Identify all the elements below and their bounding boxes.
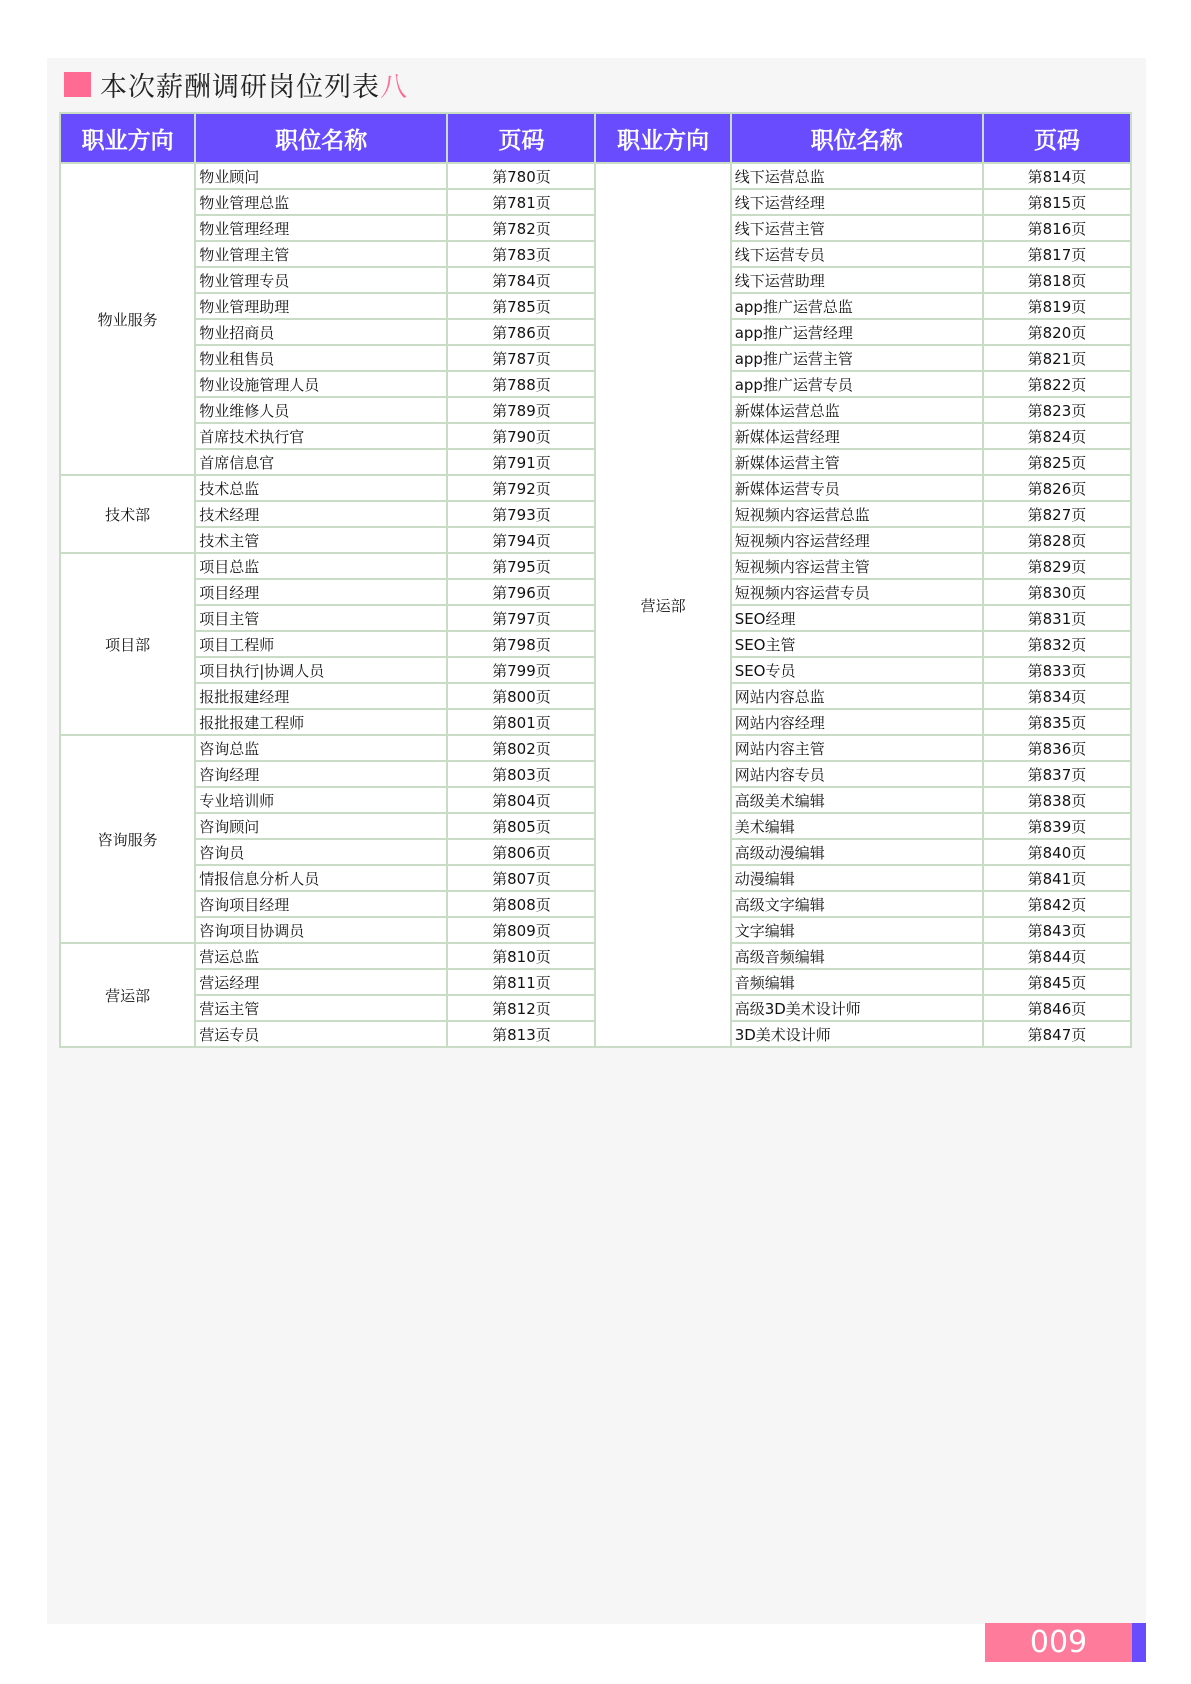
position-name-cell: 网站内容经理	[731, 709, 983, 735]
title-marker	[64, 72, 91, 97]
page-number-cell: 第790页	[447, 423, 595, 449]
page-number-cell: 第803页	[447, 761, 595, 787]
page-number-cell: 第816页	[983, 215, 1131, 241]
page-number-cell: 第820页	[983, 319, 1131, 345]
position-name-cell: 网站内容总监	[731, 683, 983, 709]
position-name-cell: 物业设施管理人员	[195, 371, 447, 397]
page-number-cell: 第785页	[447, 293, 595, 319]
page-number-cell: 第780页	[447, 163, 595, 189]
page-number-cell: 第792页	[447, 475, 595, 501]
page-number-cell: 第788页	[447, 371, 595, 397]
category-cell: 技术部	[60, 475, 195, 553]
header-left-category: 职业方向	[60, 113, 195, 163]
position-name-cell: 项目主管	[195, 605, 447, 631]
position-name-cell: 项目工程师	[195, 631, 447, 657]
category-cell: 营运部	[60, 943, 195, 1047]
position-name-cell: 新媒体运营总监	[731, 397, 983, 423]
title-main: 本次薪酬调研岗位列表	[100, 71, 380, 103]
page-number-cell: 第801页	[447, 709, 595, 735]
page-number-cell: 第804页	[447, 787, 595, 813]
position-name-cell: 咨询顾问	[195, 813, 447, 839]
table-row	[60, 163, 1131, 189]
position-name-cell: 技术主管	[195, 527, 447, 553]
position-name-cell: 网站内容专员	[731, 761, 983, 787]
page-number-cell: 第815页	[983, 189, 1131, 215]
page-number-cell: 第789页	[447, 397, 595, 423]
page-number-cell: 第841页	[983, 865, 1131, 891]
page-number-cell: 第845页	[983, 969, 1131, 995]
page-number-cell: 第821页	[983, 345, 1131, 371]
page-number-cell: 第811页	[447, 969, 595, 995]
page-number-cell: 第794页	[447, 527, 595, 553]
position-name-cell: 咨询项目经理	[195, 891, 447, 917]
position-name-cell: 美术编辑	[731, 813, 983, 839]
page-number-cell: 第829页	[983, 553, 1131, 579]
page-number-cell: 第826页	[983, 475, 1131, 501]
position-name-cell: app推广运营专员	[731, 371, 983, 397]
position-name-cell: 新媒体运营经理	[731, 423, 983, 449]
header-right-category: 职业方向	[595, 113, 730, 163]
position-name-cell: 高级3D美术设计师	[731, 995, 983, 1021]
page-number-cell: 第818页	[983, 267, 1131, 293]
position-name-cell: 短视频内容运营总监	[731, 501, 983, 527]
position-name-cell: 咨询经理	[195, 761, 447, 787]
page-number-cell: 第786页	[447, 319, 595, 345]
page-number-cell: 第843页	[983, 917, 1131, 943]
page-title	[64, 66, 407, 102]
position-name-cell: 新媒体运营专员	[731, 475, 983, 501]
page-number-cell: 第847页	[983, 1021, 1131, 1047]
position-name-cell: 咨询员	[195, 839, 447, 865]
page-number-cell: 第812页	[447, 995, 595, 1021]
position-name-cell: 高级美术编辑	[731, 787, 983, 813]
category-cell: 项目部	[60, 553, 195, 735]
page-number-cell: 第824页	[983, 423, 1131, 449]
position-name-cell: 新媒体运营主管	[731, 449, 983, 475]
position-name-cell: 线下运营总监	[731, 163, 983, 189]
page-number-cell: 第787页	[447, 345, 595, 371]
page-number-cell: 第817页	[983, 241, 1131, 267]
position-name-cell: SEO专员	[731, 657, 983, 683]
page-number-cell: 第793页	[447, 501, 595, 527]
position-name-cell: SEO经理	[731, 605, 983, 631]
position-name-cell: 营运主管	[195, 995, 447, 1021]
page-number-cell: 第802页	[447, 735, 595, 761]
position-name-cell: 情报信息分析人员	[195, 865, 447, 891]
page-number-cell: 第809页	[447, 917, 595, 943]
position-name-cell: 3D美术设计师	[731, 1021, 983, 1047]
title-accent: 八	[380, 71, 407, 103]
page-number-cell: 第837页	[983, 761, 1131, 787]
page-number-cell: 第839页	[983, 813, 1131, 839]
page-number-cell: 第822页	[983, 371, 1131, 397]
position-name-cell: 短视频内容运营专员	[731, 579, 983, 605]
page-number-cell: 第838页	[983, 787, 1131, 813]
position-name-cell: 物业租售员	[195, 345, 447, 371]
page-number-cell: 第806页	[447, 839, 595, 865]
header-left-page: 页码	[447, 113, 595, 163]
page-number-cell: 第827页	[983, 501, 1131, 527]
page-number-cell: 第791页	[447, 449, 595, 475]
page-number-cell: 第834页	[983, 683, 1131, 709]
position-name-cell: 线下运营助理	[731, 267, 983, 293]
page-number-cell: 第808页	[447, 891, 595, 917]
position-name-cell: 物业管理专员	[195, 267, 447, 293]
page-number: 009	[985, 1623, 1132, 1662]
page-number-cell: 第795页	[447, 553, 595, 579]
header-left-position: 职位名称	[195, 113, 447, 163]
page-number-cell: 第831页	[983, 605, 1131, 631]
page-number-cell: 第835页	[983, 709, 1131, 735]
category-cell: 营运部	[595, 163, 730, 1047]
position-name-cell: app推广运营总监	[731, 293, 983, 319]
page-number-cell: 第844页	[983, 943, 1131, 969]
position-name-cell: 物业管理总监	[195, 189, 447, 215]
position-name-cell: 动漫编辑	[731, 865, 983, 891]
position-name-cell: 短视频内容运营经理	[731, 527, 983, 553]
position-list-table	[59, 112, 1132, 1048]
position-name-cell: 项目经理	[195, 579, 447, 605]
position-name-cell: SEO主管	[731, 631, 983, 657]
position-name-cell: 首席技术执行官	[195, 423, 447, 449]
page-number-cell: 第800页	[447, 683, 595, 709]
page-number-cell: 第784页	[447, 267, 595, 293]
position-name-cell: 网站内容主管	[731, 735, 983, 761]
position-name-cell: app推广运营经理	[731, 319, 983, 345]
position-name-cell: 项目总监	[195, 553, 447, 579]
page-number-cell: 第825页	[983, 449, 1131, 475]
page-number-cell: 第807页	[447, 865, 595, 891]
page-number-cell: 第798页	[447, 631, 595, 657]
position-name-cell: 咨询项目协调员	[195, 917, 447, 943]
position-name-cell: 技术总监	[195, 475, 447, 501]
position-name-cell: 音频编辑	[731, 969, 983, 995]
page-number-cell: 第813页	[447, 1021, 595, 1047]
position-name-cell: 物业顾问	[195, 163, 447, 189]
page-number-cell: 第814页	[983, 163, 1131, 189]
page-number-cell: 第840页	[983, 839, 1131, 865]
position-name-cell: 报批报建工程师	[195, 709, 447, 735]
page-number-cell: 第819页	[983, 293, 1131, 319]
page-number-cell: 第833页	[983, 657, 1131, 683]
position-name-cell: 线下运营经理	[731, 189, 983, 215]
category-cell: 物业服务	[60, 163, 195, 475]
position-name-cell: 高级音频编辑	[731, 943, 983, 969]
position-name-cell: 物业管理主管	[195, 241, 447, 267]
position-name-cell: 营运专员	[195, 1021, 447, 1047]
page-number-cell: 第805页	[447, 813, 595, 839]
page-number-cell: 第781页	[447, 189, 595, 215]
page-number-cell: 第782页	[447, 215, 595, 241]
position-name-cell: 营运经理	[195, 969, 447, 995]
page-number-cell: 第836页	[983, 735, 1131, 761]
position-name-cell: 报批报建经理	[195, 683, 447, 709]
page-number-cell: 第832页	[983, 631, 1131, 657]
position-name-cell: 物业招商员	[195, 319, 447, 345]
category-cell: 咨询服务	[60, 735, 195, 943]
position-name-cell: 线下运营主管	[731, 215, 983, 241]
page-number-cell: 第796页	[447, 579, 595, 605]
position-name-cell: app推广运营主管	[731, 345, 983, 371]
position-name-cell: 物业管理助理	[195, 293, 447, 319]
header-right-position: 职位名称	[731, 113, 983, 163]
position-name-cell: 线下运营专员	[731, 241, 983, 267]
page-number-cell: 第799页	[447, 657, 595, 683]
position-name-cell: 高级文字编辑	[731, 891, 983, 917]
position-name-cell: 营运总监	[195, 943, 447, 969]
position-name-cell: 咨询总监	[195, 735, 447, 761]
position-name-cell: 物业维修人员	[195, 397, 447, 423]
position-name-cell: 高级动漫编辑	[731, 839, 983, 865]
position-name-cell: 文字编辑	[731, 917, 983, 943]
table-header-row	[60, 113, 1131, 163]
page-number-cell: 第828页	[983, 527, 1131, 553]
position-name-cell: 首席信息官	[195, 449, 447, 475]
header-right-page: 页码	[983, 113, 1131, 163]
page-number-cell: 第797页	[447, 605, 595, 631]
position-name-cell: 专业培训师	[195, 787, 447, 813]
page-badge-edge	[1132, 1623, 1146, 1662]
position-name-cell: 短视频内容运营主管	[731, 553, 983, 579]
page-number-cell: 第823页	[983, 397, 1131, 423]
position-name-cell: 技术经理	[195, 501, 447, 527]
page-number-cell: 第783页	[447, 241, 595, 267]
page-number-cell: 第810页	[447, 943, 595, 969]
page-number-cell: 第830页	[983, 579, 1131, 605]
page-number-cell: 第846页	[983, 995, 1131, 1021]
position-name-cell: 物业管理经理	[195, 215, 447, 241]
position-name-cell: 项目执行|协调人员	[195, 657, 447, 683]
page-number-cell: 第842页	[983, 891, 1131, 917]
